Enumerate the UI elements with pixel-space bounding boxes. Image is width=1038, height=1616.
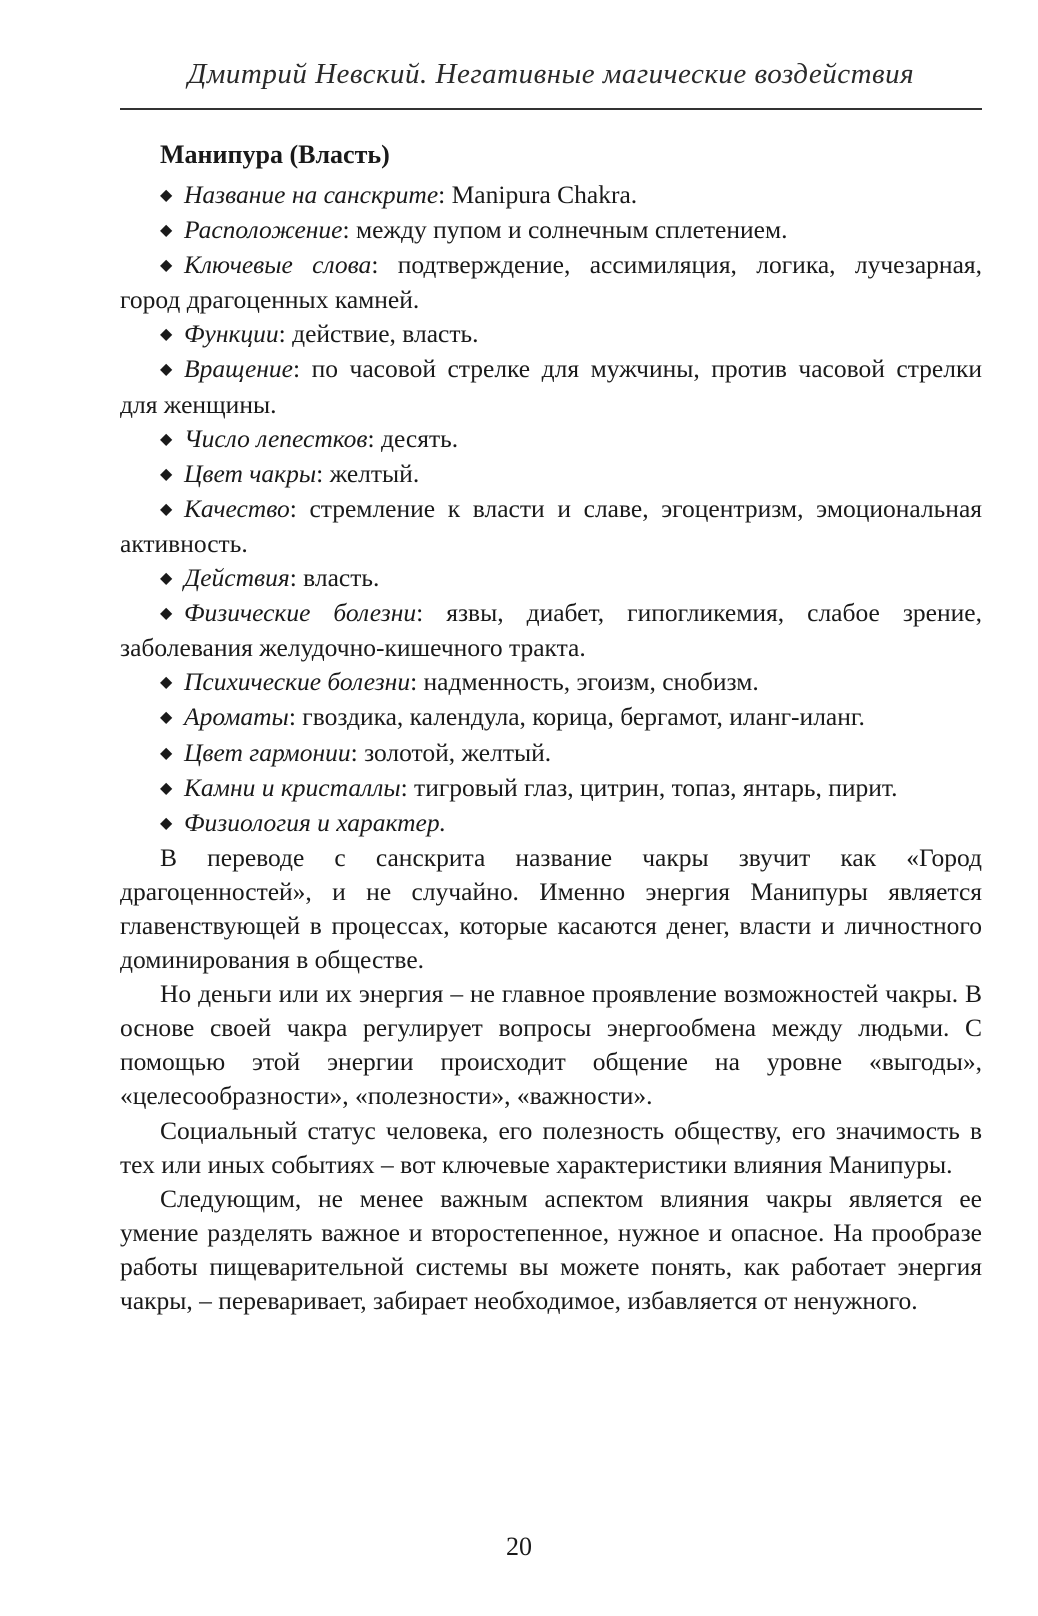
diamond-bullet-icon: ◆ [160,222,173,240]
diamond-bullet-icon: ◆ [160,709,173,727]
item-text: : надменность, эгоизм, снобизм. [410,667,759,697]
list-item [120,457,982,492]
section-title: Манипура (Власть) [160,140,390,169]
list-item [120,665,982,700]
diamond-bullet-icon: ◆ [160,257,173,275]
diamond-bullet-icon: ◆ [160,814,173,832]
page-content [120,138,982,1318]
item-term: Ключевые слова [184,250,372,280]
diamond-bullet-icon: ◆ [160,465,173,483]
item-term: Качество [184,493,290,523]
item-term: Цвет чакры [184,458,317,488]
header-rule [120,108,982,110]
attribute-list [120,178,982,841]
item-text: : язвы, диабет, гипогликемия, слабое зрение, заболевания желудочно-кишечного тракта. [120,598,982,663]
item-text: : подтверждение, ассимиляция, логика, лучезарная, город драгоценных камней. [120,250,982,315]
item-term: Психические болезни [184,667,411,697]
item-term: Ароматы [184,702,289,732]
body-paragraph: Но деньги или их энергия – не главное проявление возможностей чакры. В основе своей чакра регулирует вопросы энергообмена между людьми. С помощью этой энергии происходит общение на уровне «выгоды», «целесообразности», «полезности», «важности». [120,979,982,1111]
diamond-bullet-icon: ◆ [160,187,173,204]
item-text: : по часовой стрелке для мужчины, против часовой стрелки для женщины. [120,354,982,419]
diamond-bullet-icon: ◆ [160,430,173,448]
item-term: Название на санскрите [184,180,439,209]
diamond-bullet-icon: ◆ [160,674,173,692]
item-text: : власть. [289,563,380,593]
body-paragraph: В переводе с санскрита название чакры звучит как «Город драгоценностей», и не случайно. Именно энергия Манипуры является главенствующей в процессах, которые касаются денег, власти и личностного доминирования в обществе. [120,842,982,975]
list-item [120,422,982,457]
list-item [120,561,982,596]
item-text: : между пупом и солнечным сплетением. [342,215,788,245]
item-text: : стремление к власти и славе, эгоцентризм, эмоциональная активность. [120,493,982,558]
list-item [120,317,982,352]
item-text: : желтый. [316,458,420,488]
item-text: : тигровый глаз, цитрин, топаз, янтарь, пирит. [400,772,898,802]
diamond-bullet-icon: ◆ [160,326,173,344]
list-item [120,178,982,213]
body-paragraph: Следующим, не менее важным аспектом влияния чакры является ее умение разделять важное и второстепенное, нужное и опасное. На прообразе работы пищеварительной системы вы можете понять, как работает энергия чакры, – переваривает, забирает необходимое, избавляется от ненужного. [120,1183,982,1315]
item-term: Действия [184,563,290,593]
running-head: Дмитрий Невский. Негативные магические воздействия [187,58,915,90]
diamond-bullet-icon: ◆ [160,500,173,518]
list-item [120,352,982,421]
item-text: : гвоздика, календула, корица, бергамот, иланг-иланг. [288,702,865,732]
diamond-bullet-icon: ◆ [160,570,173,588]
diamond-bullet-icon: ◆ [160,605,173,623]
list-item [120,771,982,806]
page-number: 20 [506,1532,532,1561]
list-item [120,492,982,561]
list-item [120,806,982,841]
list-item [120,248,982,317]
item-term: Камни и кристаллы [184,772,401,802]
item-term: Число лепестков [184,423,368,453]
diamond-bullet-icon: ◆ [160,744,173,762]
item-term: Физические болезни [184,598,417,628]
list-item [120,213,982,248]
diamond-bullet-icon: ◆ [160,779,173,797]
item-term: Цвет гармонии [184,737,351,767]
list-item [120,596,982,665]
list-item [120,736,982,771]
item-term: Вращение [184,354,293,384]
body-paragraph: Социальный статус человека, его полезность обществу, его значимость в тех или иных событиях – вот ключевые характеристики влияния Манипуры. [120,1115,982,1179]
item-term: Функции [184,319,279,349]
diamond-bullet-icon: ◆ [160,361,173,379]
item-text: : Manipura Chakra. [438,180,638,209]
item-text: : действие, власть. [278,319,479,349]
item-text: : десять. [367,423,459,453]
list-item [120,700,982,735]
item-term: Физиология и характер. [184,807,446,837]
item-text: : золотой, желтый. [350,737,552,767]
item-term: Расположение [184,215,343,245]
